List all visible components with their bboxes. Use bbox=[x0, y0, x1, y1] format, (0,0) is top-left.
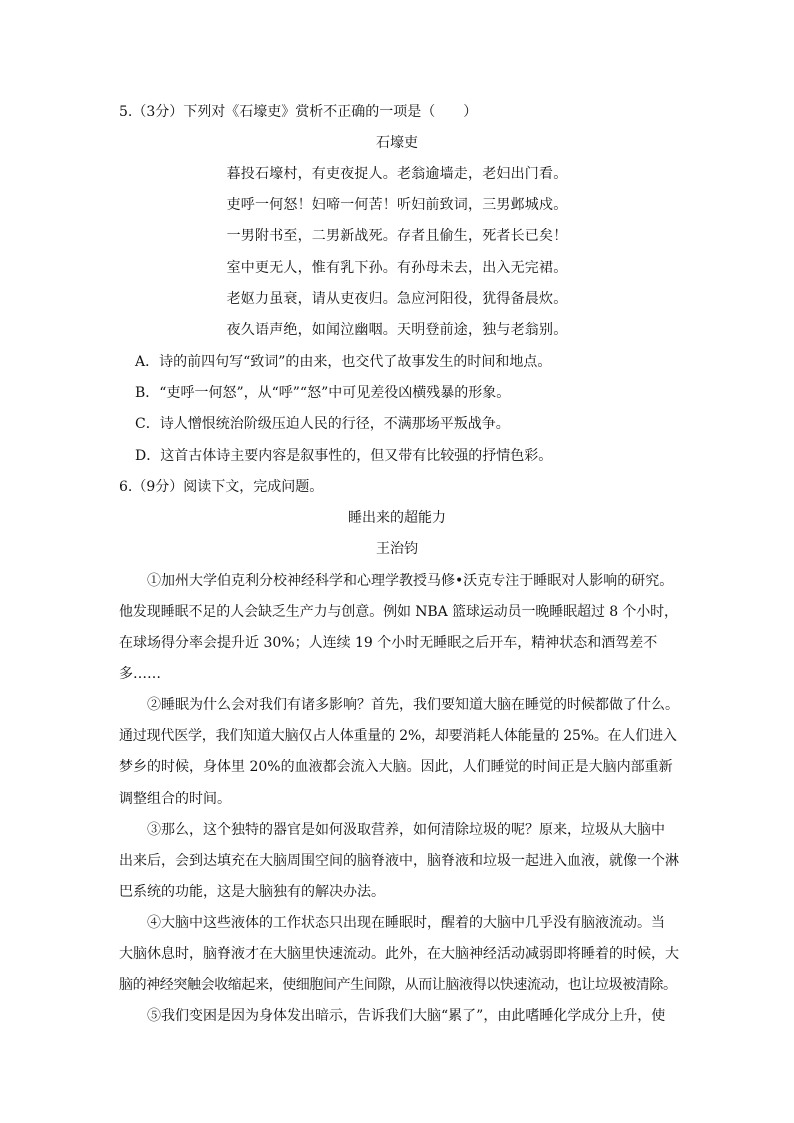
paragraph-line: 大脑休息时，脑脊液才在大脑里快速流动。此外，在大脑神经活动减弱即将睡着的时候，大 bbox=[119, 946, 679, 962]
option-a: A．诗的前四句写“致词”的由来，也交代了故事发生的时间和地点。 bbox=[135, 354, 552, 370]
paragraph-line: 梦乡的时候，身体里 20%的血液都会流入大脑。因此，人们睡觉的时间正是大脑内部重新 bbox=[119, 759, 673, 775]
paragraph-line: 出来后，会到达填充在大脑周围空间的脑脊液中，脑脊液和垃圾一起进入血液，就像一个淋 bbox=[119, 853, 679, 869]
article-author: 王治钧 bbox=[376, 541, 418, 557]
paragraph-line: 他发现睡眠不足的人会缺乏生产力与创意。例如 NBA 篮球运动员一晚睡眠超过 8 个小时， bbox=[119, 604, 678, 620]
paragraph-line: 在球场得分率会提升近 30%；人连续 19 个小时无睡眠之后开车，精神状态和酒驾差不 bbox=[119, 635, 658, 651]
poem-line: 室中更无人，惟有乳下孙。有孙母未去，出入无完裙。 bbox=[226, 260, 568, 276]
question-5-stem: 5.（3分）下列对《石壕吏》赏析不正确的一项是（ ） bbox=[119, 104, 478, 120]
option-c: C．诗人憎恨统治阶级压迫人民的行径，不满那场平叛战争。 bbox=[135, 416, 510, 432]
poem-line: 一男附书至，二男新战死。存者且偷生，死者长已矣！ bbox=[226, 228, 568, 244]
poem-line: 老妪力虽衰，请从吏夜归。急应河阳役，犹得备晨炊。 bbox=[226, 291, 568, 307]
paragraph-line: 多…… bbox=[119, 666, 161, 682]
paragraph-line: 通过现代医学，我们知道大脑仅占人体重量的 2%，却要消耗人体能量的 25%。在人们进入 bbox=[119, 728, 677, 744]
poem-title: 石壕吏 bbox=[376, 135, 418, 151]
paragraph-line: 调整组合的时间。 bbox=[119, 791, 231, 807]
paragraph-line: 脑的神经突触会收缩起来，使细胞间产生间隙，从而让脑液得以快速流动，也让垃圾被清除。 bbox=[119, 977, 677, 993]
poem-line: 暮投石壕村，有吏夜捉人。老翁逾墙走，老妇出门看。 bbox=[226, 166, 568, 182]
question-6-stem: 6.（9分）阅读下文，完成问题。 bbox=[119, 479, 324, 495]
poem-line: 吏呼一何怒！妇啼一何苦！听妇前致词，三男邺城戍。 bbox=[226, 197, 568, 213]
option-b: B．“吏呼一何怒”，从“呼”“怒”中可见差役凶横残暴的形象。 bbox=[135, 385, 511, 401]
paragraph-line: ①加州大学伯克利分校神经科学和心理学教授马修•沃克专注于睡眠对人影响的研究。 bbox=[147, 573, 674, 589]
paragraph-line: ④大脑中这些液体的工作状态只出现在睡眠时，醒着的大脑中几乎没有脑液流动。当 bbox=[147, 915, 665, 931]
paragraph-line: ③那么，这个独特的器官是如何汲取营养，如何清除垃圾的呢？原来，垃圾从大脑中 bbox=[147, 822, 665, 838]
option-d: D．这首古体诗主要内容是叙事性的，但又带有比较强的抒情色彩。 bbox=[135, 448, 553, 464]
paragraph-line: 巴系统的功能，这是大脑独有的解决办法。 bbox=[119, 884, 385, 900]
paragraph-line: ⑤我们变困是因为身体发出暗示，告诉我们大脑“累了”，由此嗜睡化学成分上升，使 bbox=[147, 1008, 666, 1024]
article-title: 睡出来的超能力 bbox=[348, 510, 446, 526]
poem-line: 夜久语声绝，如闻泣幽咽。天明登前途，独与老翁别。 bbox=[226, 322, 568, 338]
paragraph-line: ②睡眠为什么会对我们有诸多影响？首先，我们要知道大脑在睡觉的时候都做了什么。 bbox=[147, 697, 679, 713]
